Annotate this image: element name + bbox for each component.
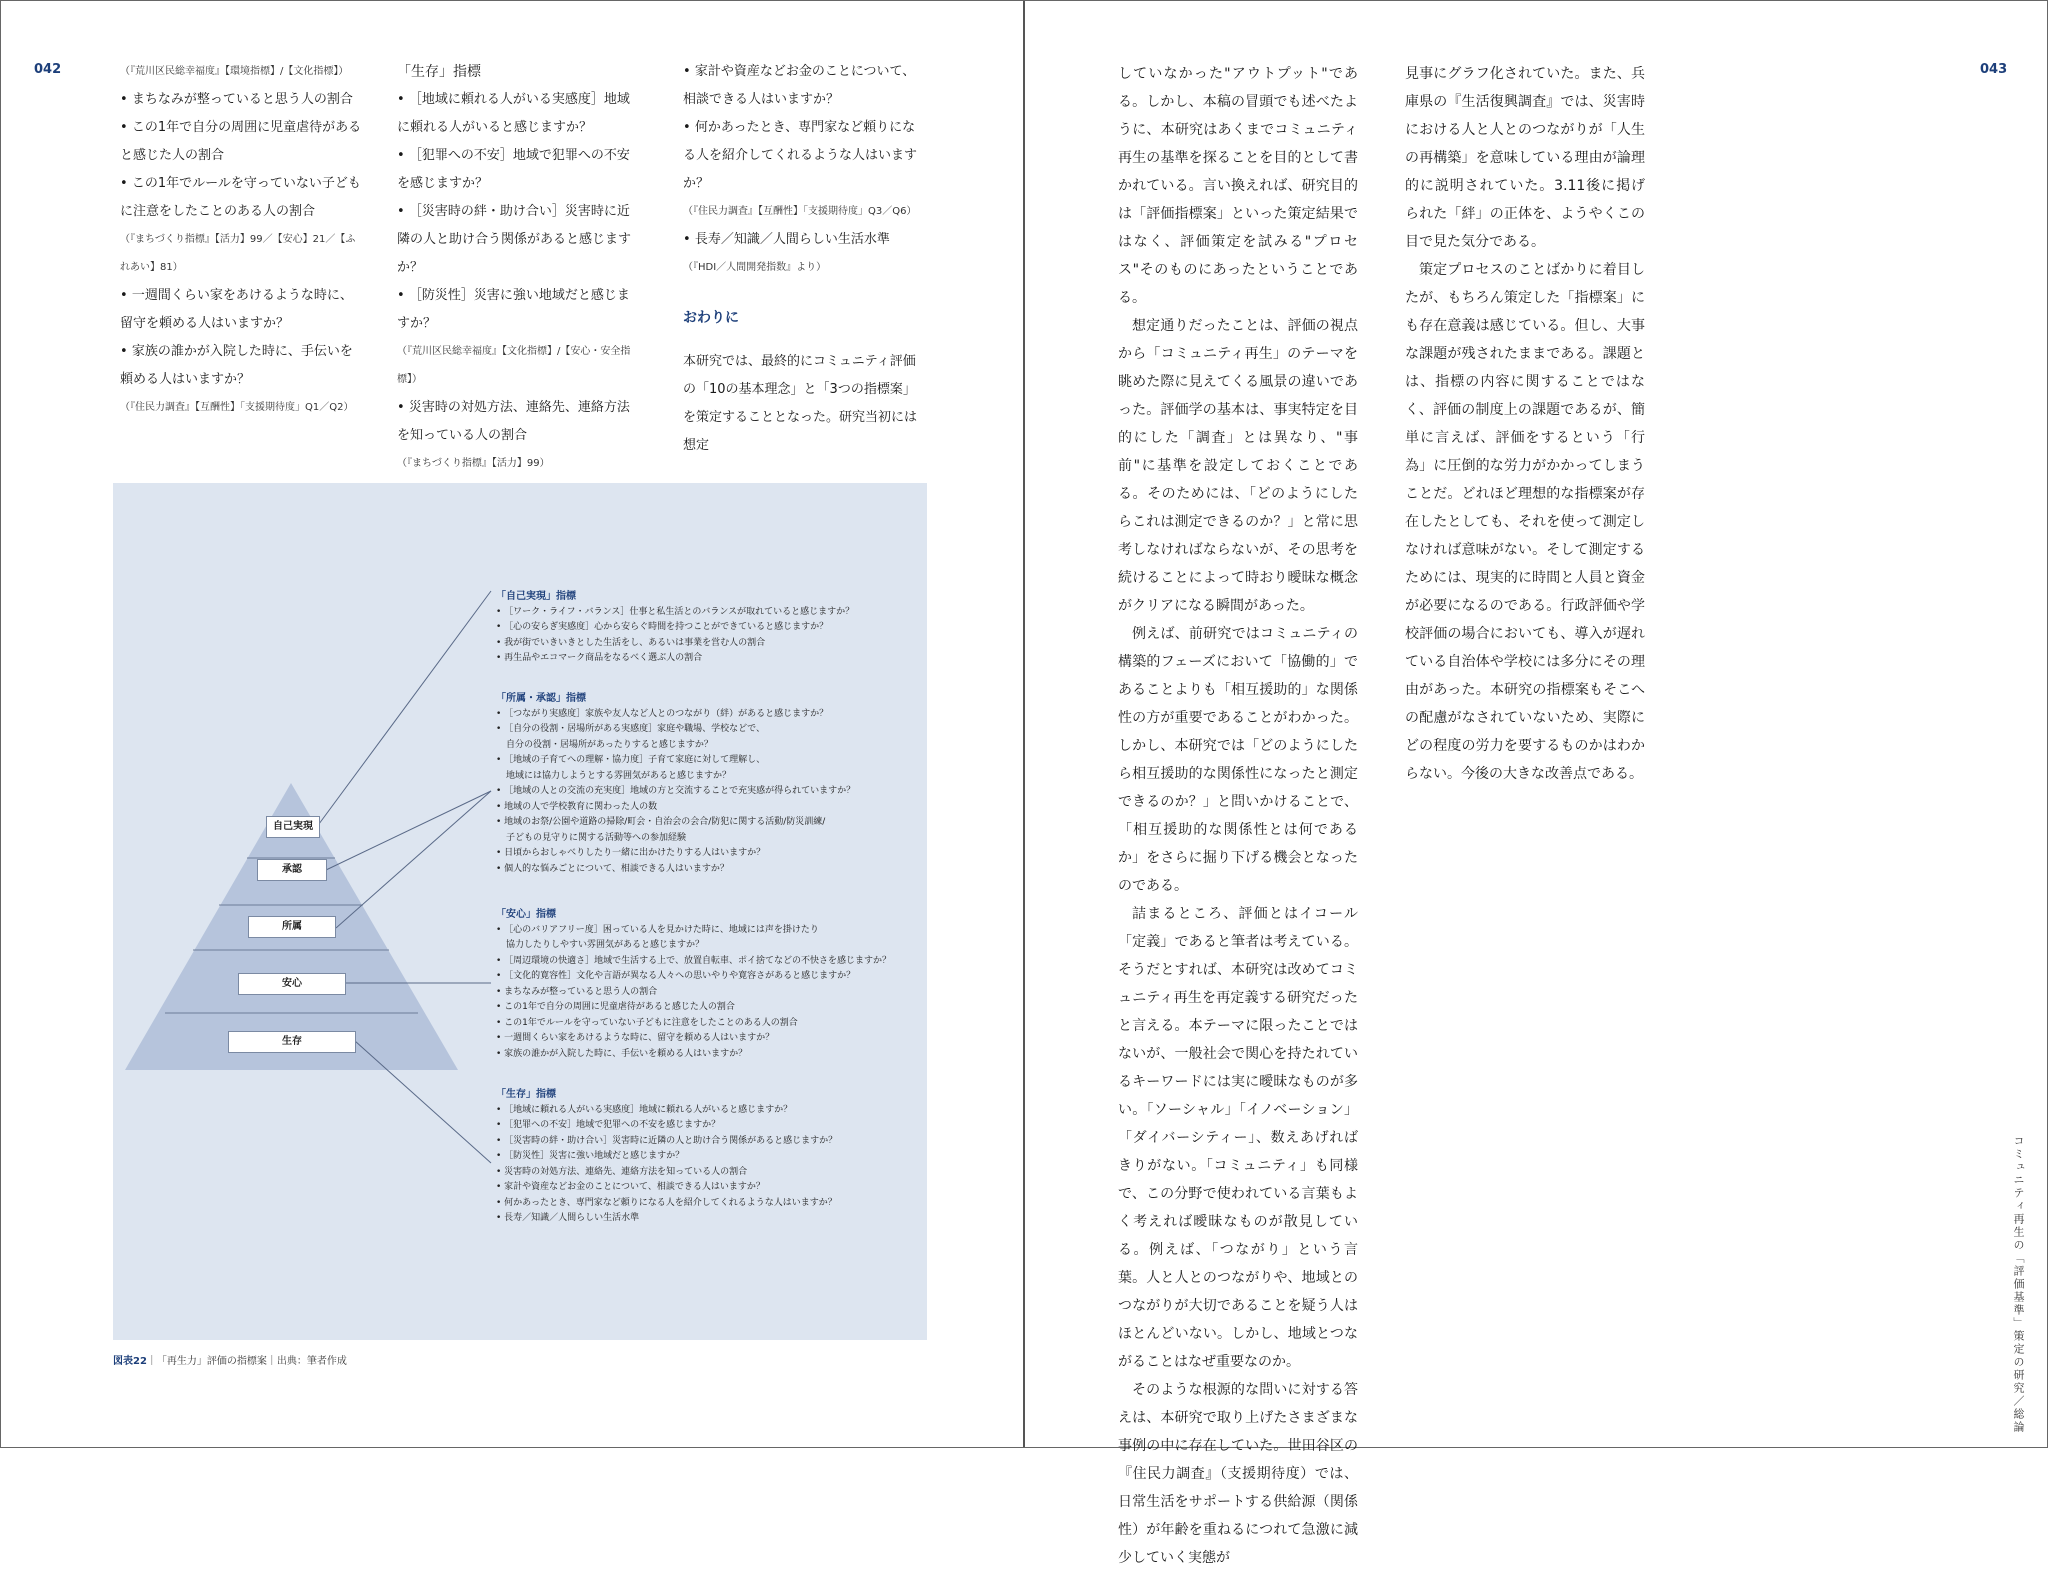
source-note: （『住民力調査』【互酬性】「支援期待度」Q1／Q2）: [120, 402, 354, 413]
indicator-item: 協力したりしやすい雰囲気があると感じますか？: [506, 940, 705, 950]
indicator-item: • ［防災性］災害に強い地域だと感じますか？: [496, 1149, 916, 1165]
body-paragraph: 策定プロセスのことばかりに着目したが、もちろん策定した「指標案」にも存在意義は感じている。但し、大事な課題が残されたままである。課題とは、指標の内容に関することではなく、評価の制度上の課題であるが、簡単に言えば、評価をするという「行為」に圧倒的な労力がかかってしまうことだ。どれほど理想的な指標案が存在したとしても、それを使って測定しなければ意味がない。そして測定するためには、現実的に時間と人員と資金が必要になるのである。行政評価や学校評価の場合においても、導入が遅れている自治体や学校には多分にその理由があった。本研究の指標案もそこへの配慮がなされていないため、実際にどの程度の労力を要するものかはわからない。今後の大きな改善点である。: [1405, 262, 1645, 782]
right-column-1: [1118, 60, 1358, 1572]
indicator-group-title: 「安心」指標: [496, 909, 556, 920]
indicator-item: • ［災害時の絆・助け合い］災害時に近隣の人と助け合う関係があると感じますか？: [496, 1134, 916, 1150]
indicator-item: • 長寿／知識／人間らしい生活水準: [496, 1211, 916, 1227]
left-column-3: [683, 58, 928, 460]
indicator-item: • 何かあったとき、専門家など頼りになる人を紹介してくれるような人はいますか？: [683, 114, 928, 198]
source-note: （『荒川区民総幸福度』【文化指標】/【安心・安全指標】）: [397, 346, 631, 385]
conclusion-text: 本研究では、最終的にコミュニティ評価の「10の基本理念」と「3つの指標案」を策定することとなった。研究当初には想定: [683, 354, 918, 453]
connector-line: [336, 791, 491, 928]
indicator-item: • 個人的な悩みごとについて、相談できる人はいますか？: [496, 862, 916, 878]
indicator-item: • 地域の人で学校教育に関わった人の数: [496, 800, 916, 816]
body-paragraph: していなかった"アウトプット"である。しかし、本稿の冒頭でも述べたように、本研究はあくまでコミュニティ再生の基準を探ることを目的として書かれている。言い換えれば、研究目的は「評価指標案」といった策定結果ではなく、評価策定を試みる"プロセス"そのものにあったということである。: [1118, 66, 1358, 306]
right-column-2: [1405, 60, 1645, 788]
page-gutter: [1023, 0, 1025, 1448]
indicator-item: • ［地域に頼れる人がいる実感度］地域に頼れる人がいると感じますか？: [397, 86, 642, 142]
indicator-item: • 日頃からおしゃべりしたり一緒に出かけたりする人はいますか？: [496, 846, 916, 862]
indicator-item: • この1年でルールを守っていない子どもに注意をしたことのある人の割合: [120, 170, 365, 226]
source-note: （『荒川区民総幸福度』【環境指標】/【文化指標】）: [120, 66, 349, 77]
figure-caption-label: 図表22: [113, 1356, 147, 1367]
indicator-item: 子どもの見守りに関する活動等への参加経験: [506, 832, 687, 843]
indicator-item: 地域には協力しようとする雰囲気があると感じますか？: [506, 770, 732, 781]
indicator-group-survival: [496, 1087, 916, 1227]
indicator-item: • 長寿／知識／人間らしい生活水準: [683, 226, 928, 254]
section-heading: 「生存」指標: [397, 64, 481, 80]
indicator-item: • ［自分の役割・居場所がある実感度］家庭や職場、学校などで、: [496, 722, 916, 738]
body-paragraph: 詰まるところ、評価とはイコール「定義」であると筆者は考えている。そうだとすれば、本研究は改めてコミュニティ再生を再定義する研究だったと言える。本テーマに限ったことではないが、一般社会で関心を持たれているキーワードには実に曖昧なものが多い。「ソーシャル」「イノベーション」「ダイバーシティー」、数えあげればきりがない。「コミュニティ」も同様で、この分野で使われている言葉もよく考えれば曖昧なものが散見している。例えば、「つながり」という言葉。人と人とのつながりや、地域とのつながりが大切であることを疑う人はほとんどいない。しかし、地域とつながることはなぜ重要なのか。: [1118, 906, 1358, 1370]
figure-panel: [113, 483, 927, 1340]
indicator-item: • 災害時の対処方法、連絡先、連絡方法を知っている人の割合: [496, 1165, 916, 1181]
running-head: コミュニティ再生の「評価基準」策定の研究／総論: [2012, 1135, 2025, 1434]
indicator-item: • 我が街でいきいきとした生活をし、あるいは事業を営む人の割合: [496, 636, 916, 652]
indicator-group-title: 「所属・承認」指標: [496, 693, 586, 704]
indicator-item: • 地域のお祭/公園や道路の掃除/町会・自治会の会合/防犯に関する活動/防災訓練/: [496, 815, 916, 831]
indicator-group-self-actualization: [496, 589, 916, 667]
indicator-item: • 再生品やエコマーク商品をなるべく選ぶ人の割合: [496, 651, 916, 667]
left-column-1: [120, 58, 365, 422]
indicator-item: • ［災害時の絆・助け合い］災害時に近隣の人と助け合う関係があると感じますか？: [397, 198, 642, 282]
indicator-item: • 家族の誰かが入院した時に、手伝いを頼める人はいますか？: [496, 1047, 916, 1063]
indicator-item: • 災害時の対処方法、連絡先、連絡方法を知っている人の割合: [397, 394, 642, 450]
indicator-group-belonging-recognition: [496, 691, 916, 877]
source-note: （『まちづくり指標』【活力】99／【安心】21／【ふれあい】81）: [120, 234, 356, 273]
conclusion-heading: おわりに: [683, 310, 739, 326]
indicator-item: • ［つながり実感度］家族や友人など人とのつながり（絆）があると感じますか？: [496, 707, 916, 723]
figure-caption: 図表22｜「再生力」評価の指標案｜出典：筆者作成: [113, 1356, 347, 1367]
indicator-item: • ［犯罪への不安］地域で犯罪への不安を感じますか？: [397, 142, 642, 198]
indicator-item: • ［周辺環境の快適さ］地域で生活する上で、放置自転車、ポイ捨てなどの不快さを感じますか？: [496, 954, 916, 970]
right-page-number: 043: [1980, 62, 2008, 77]
indicator-item: • ［心のバリアフリー度］困っている人を見かけた時に、地域には声を掛けたり: [496, 923, 916, 939]
indicator-group-title: 「自己実現」指標: [496, 591, 576, 602]
indicator-item: • 一週間くらい家をあけるような時に、留守を頼める人はいますか？: [496, 1031, 916, 1047]
body-paragraph: 想定通りだったことは、評価の視点から「コミュニティ再生」のテーマを眺めた際に見えてくる風景の違いであった。評価学の基本は、事実特定を目的にした「調査」とは異なり、"事前"に基準を設定しておくことである。そのためには、「どのようにしたらこれは測定できるのか？」と常に思考しなければならないが、その思考を続けることによって時おり曖昧な概念がクリアになる瞬間があった。: [1118, 318, 1358, 614]
indicator-item: • ［文化的寛容性］文化や言語が異なる人々への思いやりや寛容さがあると感じますか？: [496, 969, 916, 985]
source-note: （『住民力調査』【互酬性】「支援期待度」Q3／Q6）: [683, 206, 917, 217]
indicator-item: • ［心の安らぎ実感度］心から安らぐ時間を持つことができていると感じますか？: [496, 620, 916, 636]
indicator-group-title: 「生存」指標: [496, 1089, 556, 1100]
indicator-item: • ［地域に頼れる人がいる実感度］地域に頼れる人がいると感じますか？: [496, 1103, 916, 1119]
level-box-self-actualization: 自己実現: [266, 816, 320, 838]
indicator-item: • 家計や資産などお金のことについて、相談できる人はいますか？: [496, 1180, 916, 1196]
indicator-item: • 何かあったとき、専門家など頼りになる人を紹介してくれるような人はいますか？: [496, 1196, 916, 1212]
indicator-group-safety: [496, 907, 916, 1062]
indicator-item: • この1年で自分の周囲に児童虐待があると感じた人の割合: [496, 1000, 916, 1016]
indicator-item: • この1年で自分の周囲に児童虐待があると感じた人の割合: [120, 114, 365, 170]
body-paragraph: 例えば、前研究ではコミュニティの構築的フェーズにおいて「協働的」であることよりも「相互援助的」な関係性の方が重要であることがわかった。しかし、本研究では「どのようにしたら相互援助的な関係性になったと測定できるのか？」と問いかけることで、「相互援助的な関係性とは何であるか」をさらに掘り下げる機会となったのである。: [1118, 626, 1358, 894]
source-note: （『HDI／人間開発指数』より）: [683, 262, 827, 273]
level-box-belonging: 所属: [248, 916, 336, 938]
connector-line: [316, 591, 491, 828]
indicator-item: • まちなみが整っていると思う人の割合: [120, 86, 365, 114]
indicator-item: • ［地域の人との交流の充実度］地域の方と交流することで充実感が得られていますか？: [496, 784, 916, 800]
indicator-item: 自分の役割・居場所があったりすると感じますか？: [506, 739, 713, 750]
source-note: （『まちづくり指標』【活力】99）: [397, 458, 550, 469]
indicator-item: • 一週間くらい家をあけるような時に、留守を頼める人はいますか？: [120, 282, 365, 338]
left-page-number: 042: [34, 62, 62, 77]
level-box-recognition: 承認: [257, 859, 327, 881]
left-column-2: [397, 58, 642, 478]
body-paragraph: そのような根源的な問いに対する答えは、本研究で取り上げたさまざまな事例の中に存在していた。世田谷区の『住民力調査』（支援期待度）では、日常生活をサポートする供給源（関係性）が年齢を重ねるにつれて急激に減少していく実態が: [1118, 1382, 1358, 1566]
indicator-item: • 家族の誰かが入院した時に、手伝いを頼める人はいますか？: [120, 338, 365, 394]
indicator-item: • ［防災性］災害に強い地域だと感じますか？: [397, 282, 642, 338]
indicator-item: • この1年でルールを守っていない子どもに注意をしたことのある人の割合: [496, 1016, 916, 1032]
indicator-item: • ［犯罪への不安］地域で犯罪への不安を感じますか？: [496, 1118, 916, 1134]
indicator-item: • まちなみが整っていると思う人の割合: [496, 985, 916, 1001]
indicator-item: • ［ワーク・ライフ・バランス］仕事と私生活とのバランスが取れていると感じますか？: [496, 605, 916, 621]
figure-caption-text: 「再生力」評価の指標案｜出典：筆者作成: [156, 1356, 347, 1367]
level-box-safety: 安心: [238, 973, 346, 995]
indicator-item: • 家計や資産などお金のことについて、相談できる人はいますか？: [683, 58, 928, 114]
indicator-item: • ［地域の子育てへの理解・協力度］子育て家庭に対して理解し、: [496, 753, 916, 769]
left-column-3-list: [683, 58, 928, 282]
body-paragraph: 見事にグラフ化されていた。また、兵庫県の『生活復興調査』では、災害時における人と人とのつながりが「人生の再構築」を意味している理由が論理的に説明されていた。3.11後に掲げられた「絆」の正体を、ようやくこの目で見た気分である。: [1405, 66, 1645, 250]
level-box-survival: 生存: [228, 1031, 356, 1053]
connector-line: [326, 791, 491, 870]
